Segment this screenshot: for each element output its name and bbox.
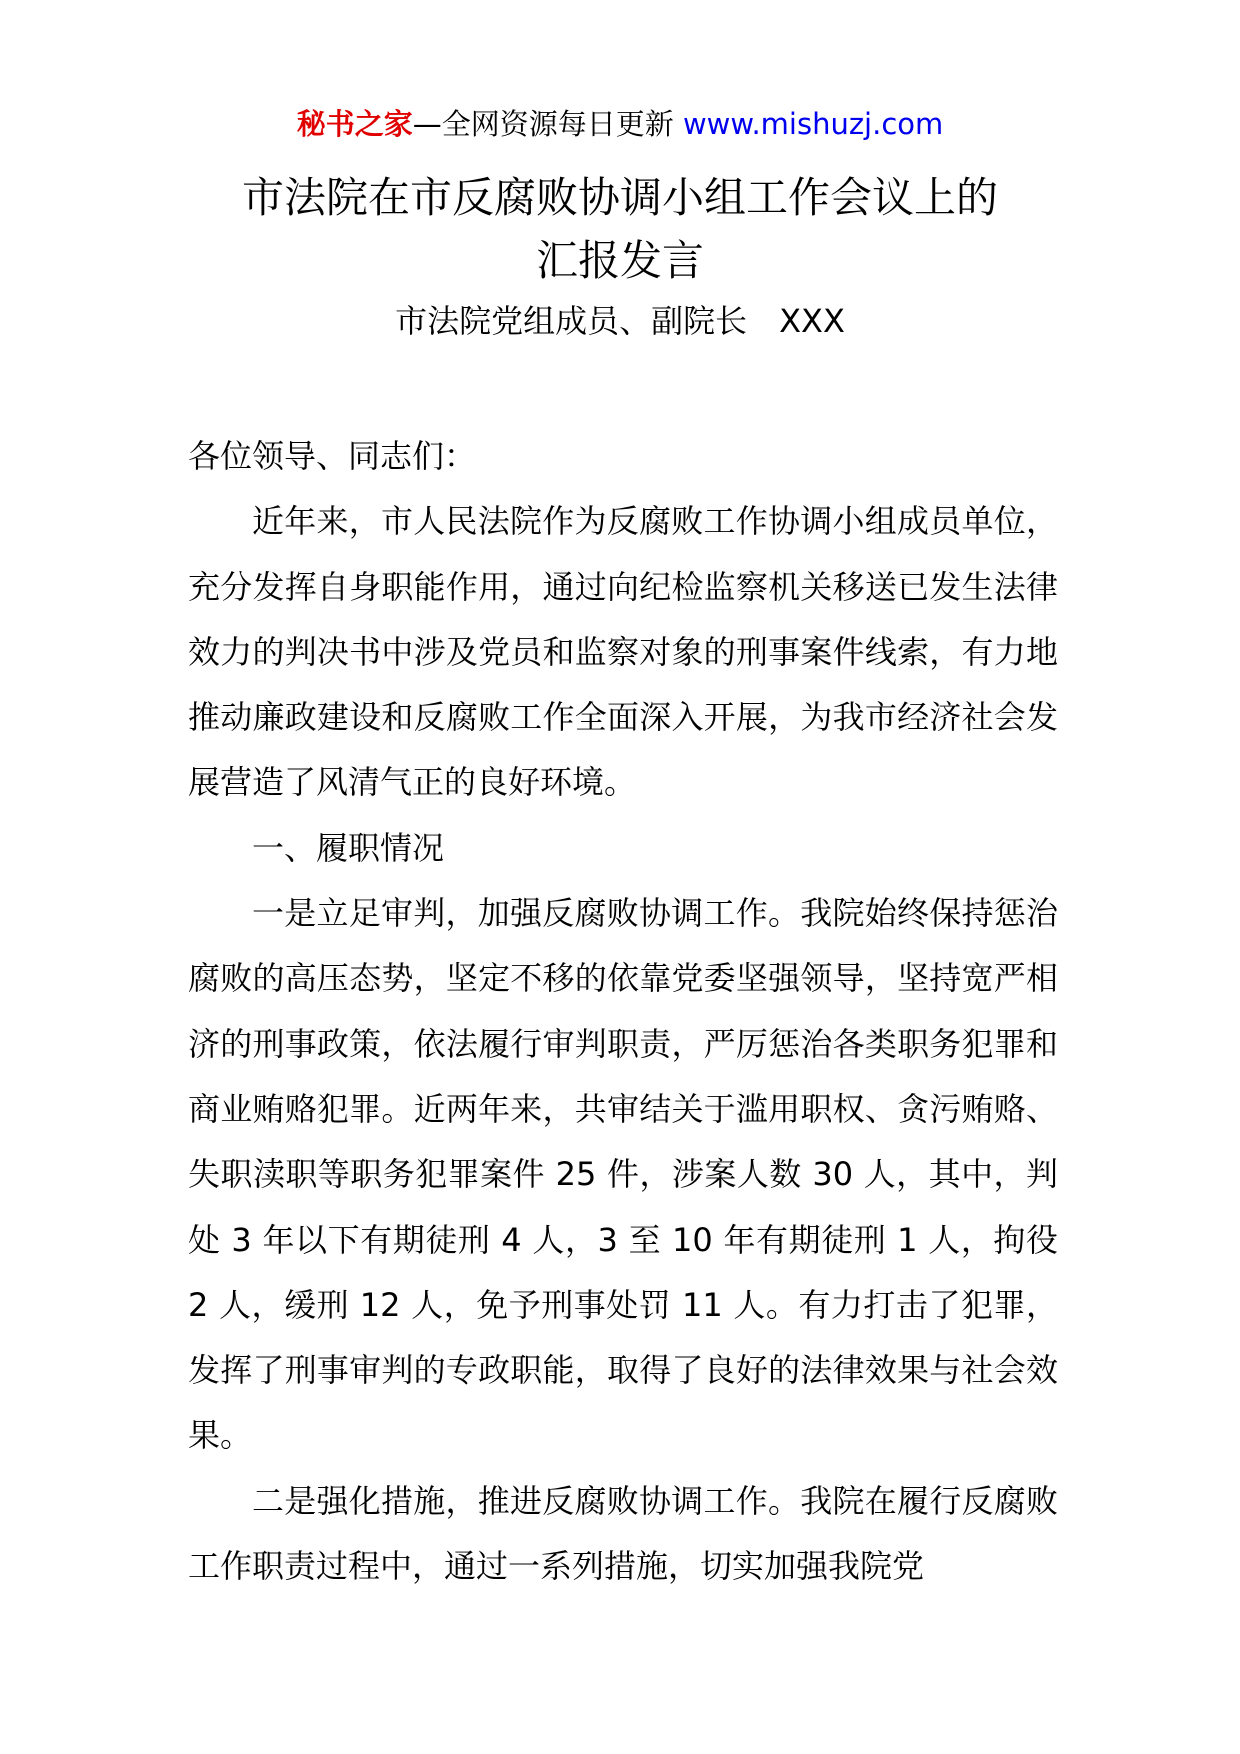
section-heading: 一、履职情况 — [252, 828, 445, 867]
banner-slogan: —全网资源每日更新 — [412, 107, 674, 141]
brand-name: 秘书之家 — [296, 107, 413, 141]
site-url-link[interactable]: www.mishuzj.com — [682, 107, 944, 141]
paragraph-intro: 近年来，市人民法院作为反腐败工作协调小组成员单位，充分发挥自身职能作用，通过向纪检监察机关移送已发生法律效力的判决书中涉及党员和监察对象的刑事案件线索，有力地推动廉政建设和反腐败工作全面深入开展，为我市经济社会发展营造了风清气正的良好环境。 — [188, 502, 1058, 802]
salutation: 各位领导、同志们： — [188, 437, 477, 475]
title-line-2: 汇报发言 — [535, 236, 704, 285]
author-byline: 市法院党组成员、副院长 XXX — [395, 302, 845, 340]
site-banner — [0, 104, 1240, 144]
paragraph-second-measure: 二是强化措施，推进反腐败协调工作。我院在履行反腐败工作职责过程中，通过一系列措施，切实加强我院党 — [188, 1481, 1058, 1586]
document-title — [0, 166, 1240, 292]
paragraph-first-measure: 一是立足审判，加强反腐败协调工作。我院始终保持惩治腐败的高压态势，坚定不移的依靠党委坚强领导，坚持宽严相济的刑事政策，依法履行审判职责，严厉惩治各类职务犯罪和商业贿赂犯罪。近两年来，共审结关于滥用职权、贪污贿赂、失职渎职等职务犯罪案件 25 件，涉案人数 30 人，其中，判处 3 年以下有期徒刑 4 人，3 至 10 年有期徒刑 1 人，拘役 2 人，缓刑 12 人，免予刑事处罚 11 人。有力打击了犯罪，发挥了刑事审判的专政职能，取得了良好的法律效果与社会效果。 — [188, 894, 1058, 1455]
title-line-1: 市法院在市反腐败协调小组工作会议上的 — [241, 173, 998, 222]
document-body — [188, 424, 1058, 1599]
